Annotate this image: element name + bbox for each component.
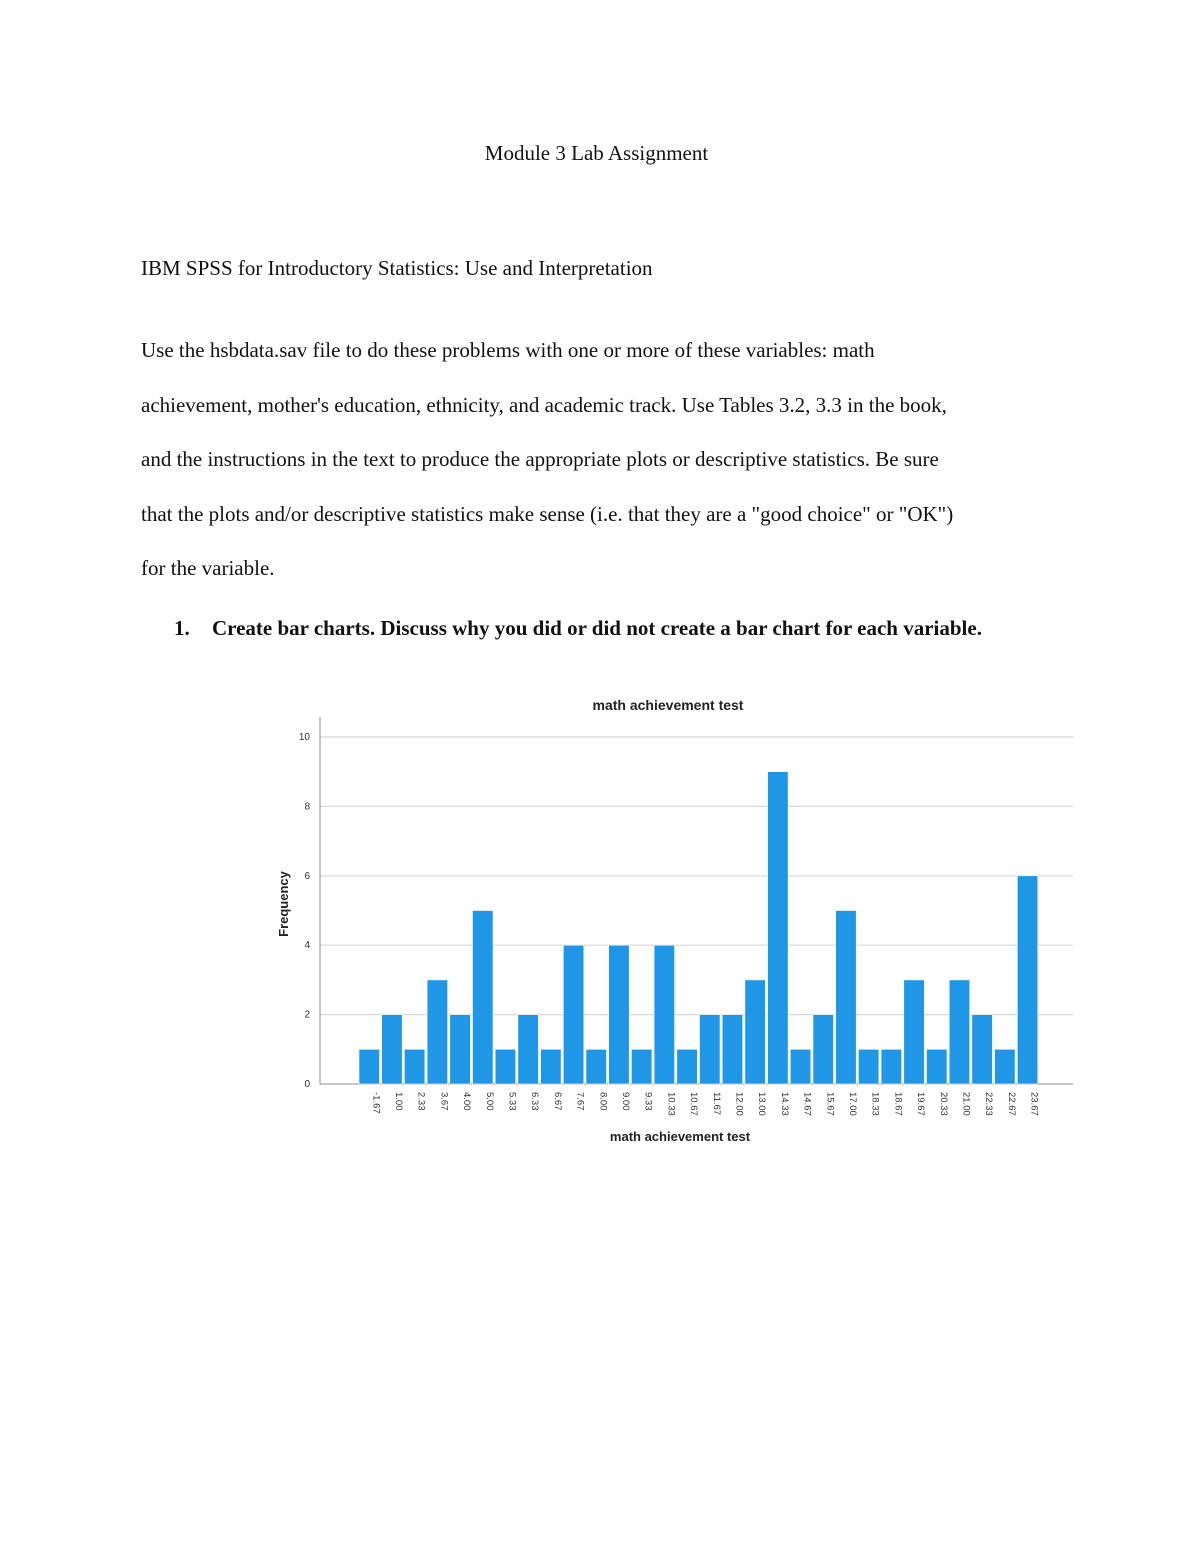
x-tick-label: 6.67 xyxy=(551,1092,563,1111)
bar xyxy=(995,1049,1016,1084)
instructions-paragraph xyxy=(141,323,1071,596)
bar xyxy=(609,945,630,1084)
bar-chart xyxy=(260,690,1090,1160)
document-title: Module 3 Lab Assignment xyxy=(484,141,709,165)
paragraph-line: for the variable. xyxy=(141,556,275,580)
bar xyxy=(972,1015,993,1084)
x-tick-label: 14.33 xyxy=(778,1092,790,1116)
bar xyxy=(427,980,448,1084)
bar xyxy=(1017,876,1038,1084)
x-tick-label: 18.67 xyxy=(892,1092,904,1116)
paragraph-line: and the instructions in the text to produce the appropriate plots or descriptive statistics. Be sure xyxy=(141,447,939,471)
bar xyxy=(836,911,857,1085)
x-tick-label: 10.67 xyxy=(688,1092,700,1116)
paragraph-line: that the plots and/or descriptive statistics make sense (i.e. that they are a "good choice" or "OK") xyxy=(141,501,954,526)
bar xyxy=(518,1015,539,1084)
x-tick-label: 20.33 xyxy=(937,1092,949,1116)
x-tick-label: 5.33 xyxy=(506,1092,518,1111)
x-tick-label: -1.67 xyxy=(370,1092,382,1114)
x-tick-label: 21.00 xyxy=(960,1092,972,1116)
x-tick-label: 5.00 xyxy=(483,1092,495,1111)
bar xyxy=(586,1049,607,1084)
bar xyxy=(631,1049,652,1084)
x-tick-label: 15.67 xyxy=(824,1092,836,1116)
bar xyxy=(473,911,494,1085)
y-tick-label: 10 xyxy=(298,732,310,743)
y-tick-label: 8 xyxy=(304,801,310,813)
x-tick-label: 3.67 xyxy=(438,1092,450,1111)
bar xyxy=(654,945,675,1084)
x-tick-label: 19.67 xyxy=(915,1092,927,1116)
bar xyxy=(404,1049,425,1084)
document-subtitle: IBM SPSS for Introductory Statistics: Use and Interpretation xyxy=(141,256,653,280)
x-axis-label: math achievement test xyxy=(609,1129,751,1144)
x-tick-label: 7.67 xyxy=(574,1092,586,1111)
bar xyxy=(677,1049,698,1084)
x-tick-label: 17.00 xyxy=(846,1092,858,1116)
question-number: 1. xyxy=(174,616,190,640)
bar xyxy=(768,772,789,1084)
x-tick-label: 2.33 xyxy=(415,1092,427,1111)
bar xyxy=(949,980,970,1084)
bar xyxy=(858,1049,879,1084)
y-tick-label: 6 xyxy=(304,870,310,882)
bar xyxy=(541,1049,562,1084)
bar xyxy=(813,1015,834,1084)
x-tick-label: 23.67 xyxy=(1028,1092,1040,1116)
x-tick-label: 22.67 xyxy=(1005,1092,1017,1116)
x-tick-label: 1.00 xyxy=(392,1092,404,1111)
bar xyxy=(790,1049,811,1084)
x-tick-label: 9.00 xyxy=(619,1092,631,1111)
x-tick-label: 11.67 xyxy=(710,1092,722,1116)
bar xyxy=(495,1049,516,1084)
bar xyxy=(563,945,584,1084)
y-tick-label: 0 xyxy=(304,1079,310,1090)
bar xyxy=(450,1015,471,1084)
bar xyxy=(881,1049,902,1084)
x-tick-label: 12.00 xyxy=(733,1092,745,1116)
paragraph-line: Use the hsbdata.sav file to do these problems with one or more of these variables: math xyxy=(141,338,875,362)
chart-title: math achievement test xyxy=(592,697,744,713)
question-1 xyxy=(174,613,1004,643)
bar xyxy=(359,1049,380,1084)
x-tick-label: 13.00 xyxy=(756,1092,768,1116)
x-tick-label: 14.67 xyxy=(801,1092,813,1116)
bar xyxy=(904,980,925,1084)
bar xyxy=(700,1015,721,1084)
bar xyxy=(927,1049,948,1084)
y-tick-label: 4 xyxy=(304,940,310,952)
y-tick-label: 2 xyxy=(304,1009,310,1021)
bar xyxy=(722,1015,743,1084)
bar xyxy=(745,980,766,1084)
x-tick-label: 10.33 xyxy=(665,1092,677,1116)
x-tick-label: 8.00 xyxy=(597,1092,609,1111)
x-tick-label: 4.00 xyxy=(461,1092,473,1111)
bar xyxy=(382,1015,403,1084)
x-tick-label: 18.33 xyxy=(869,1092,881,1116)
question-text: Create bar charts. Discuss why you did or did not create a bar chart for each variable. xyxy=(212,616,982,640)
x-tick-label: 9.33 xyxy=(642,1092,654,1111)
y-axis-label: Frequency xyxy=(276,871,291,937)
x-tick-label: 22.33 xyxy=(983,1092,995,1116)
x-tick-label: 6.33 xyxy=(529,1092,541,1111)
paragraph-line: achievement, mother's education, ethnicity, and academic track. Use Tables 3.2, 3.3 in the book, xyxy=(141,392,947,417)
